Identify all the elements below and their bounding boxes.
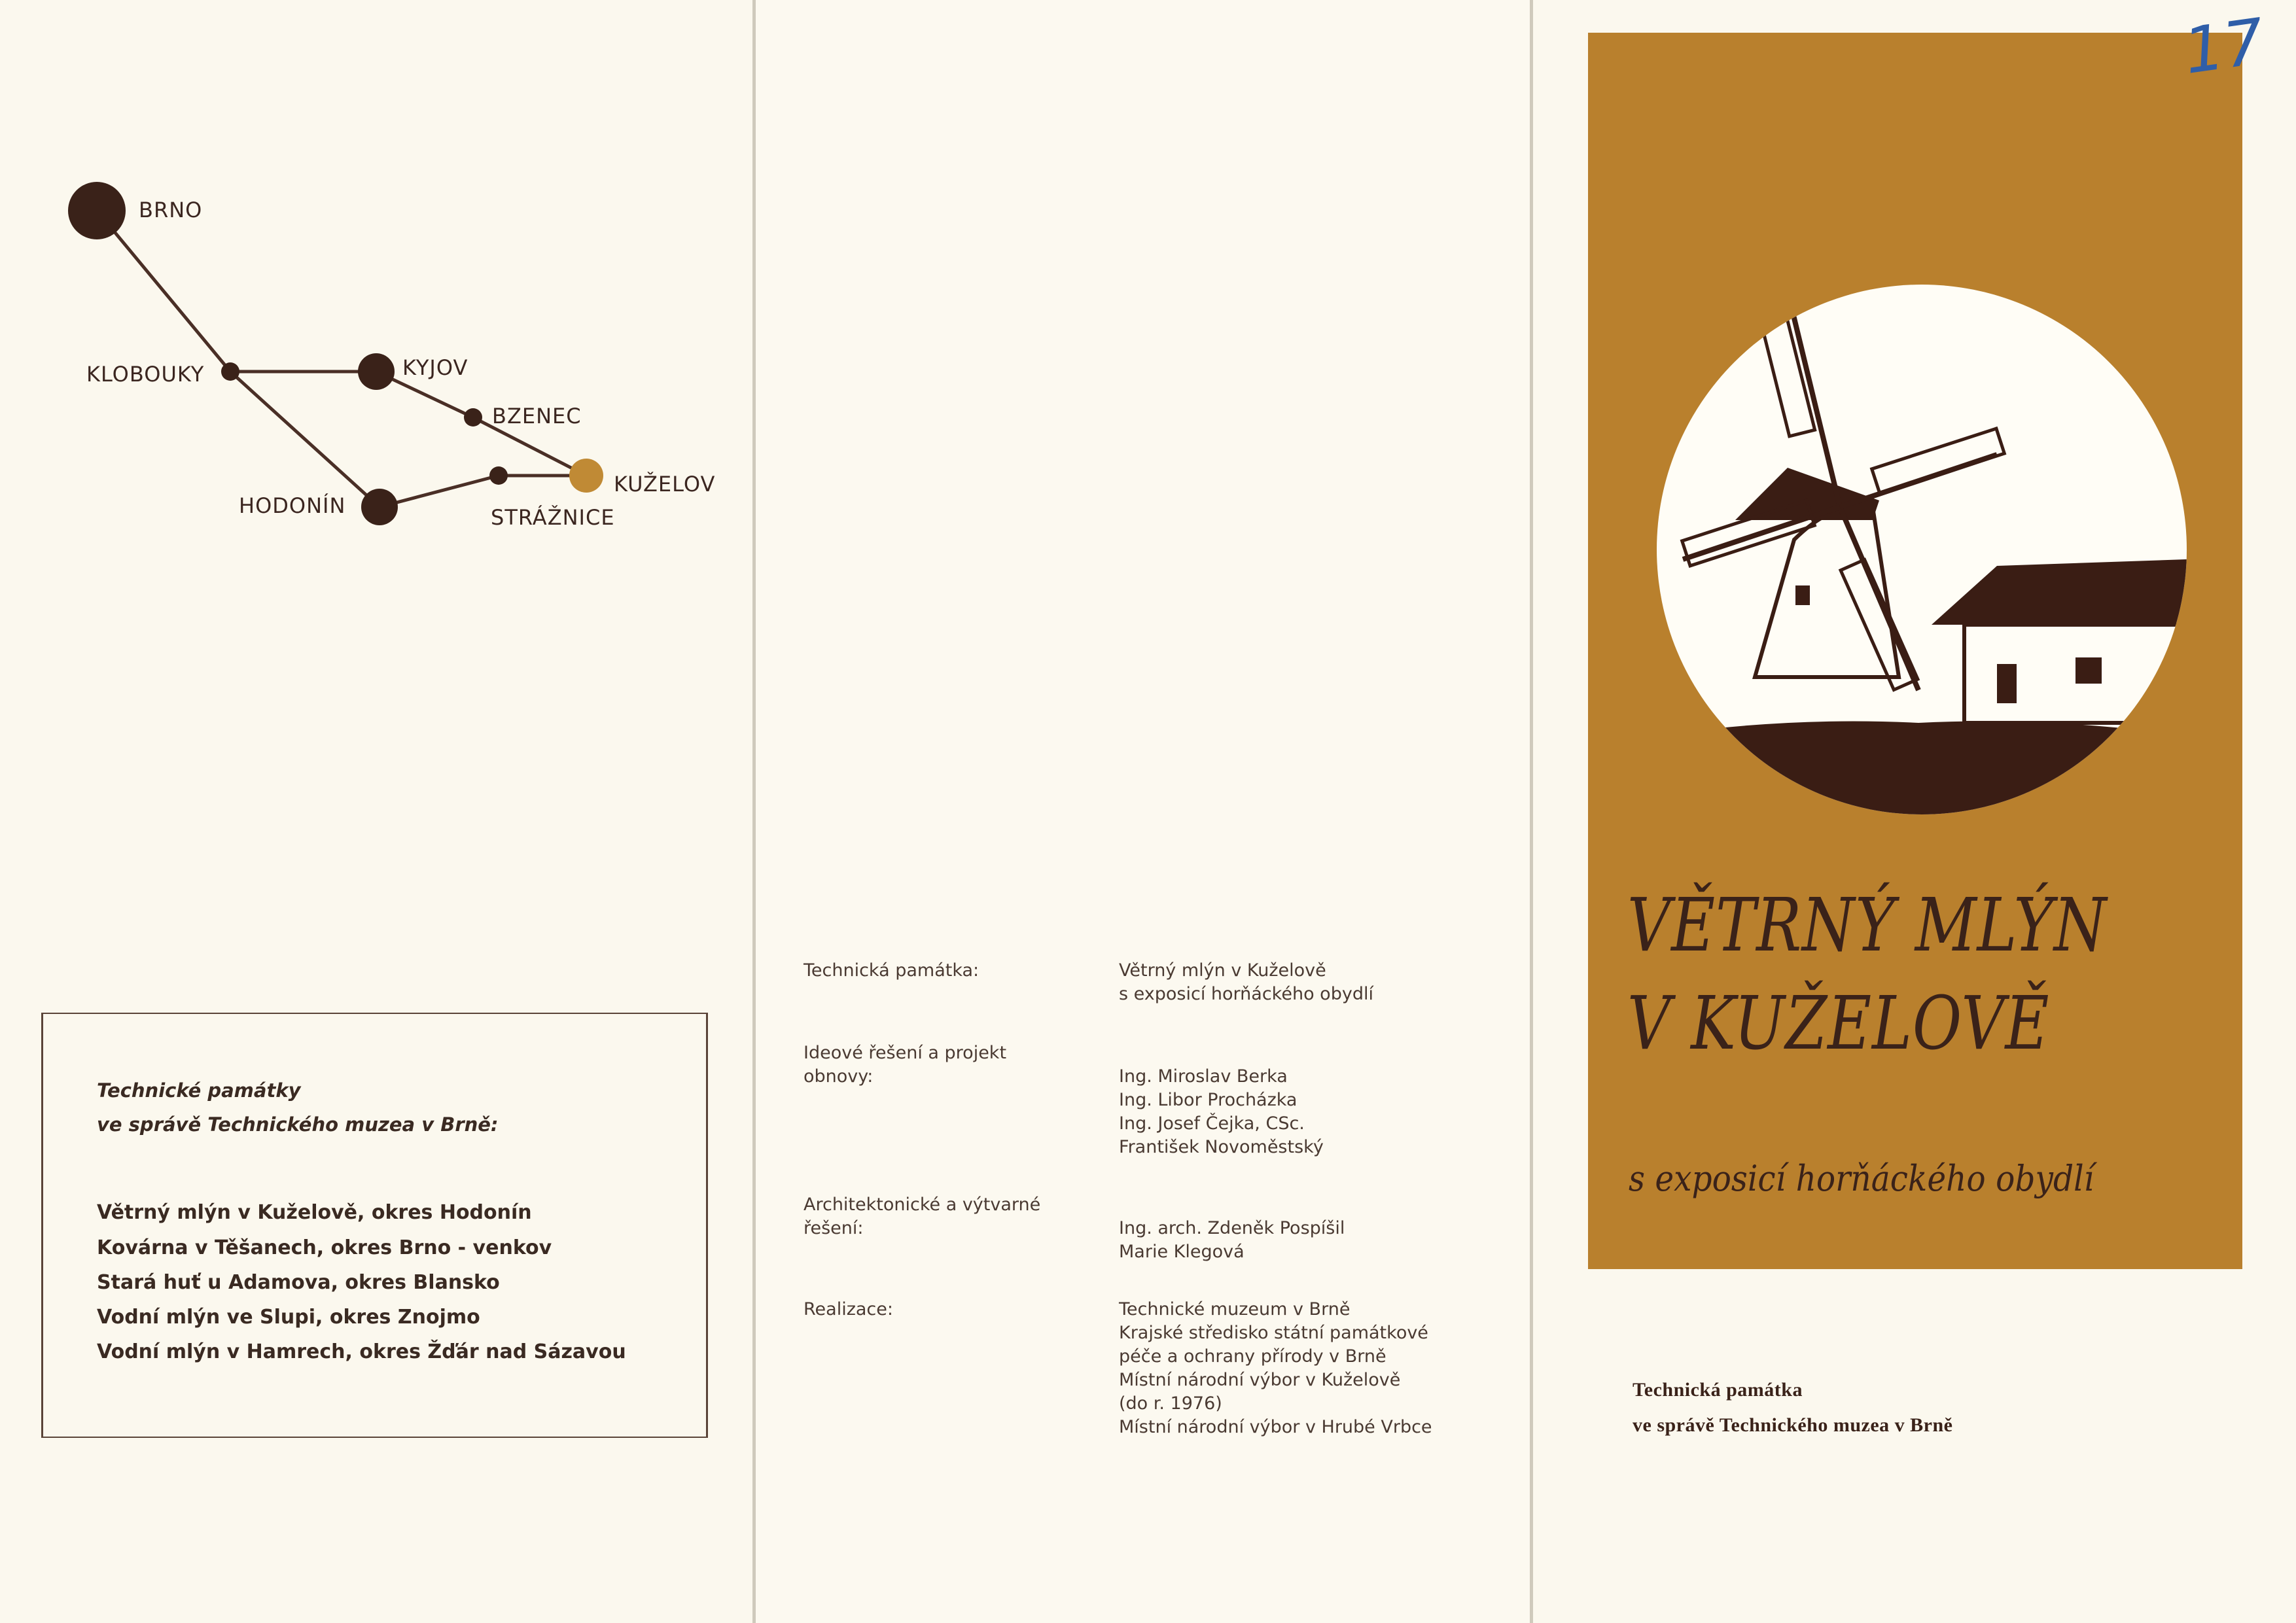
credit-value: Větrný mlýn v Kuželově s exposicí horňáckého obydlí xyxy=(1119,960,1373,1004)
left-panel xyxy=(0,0,752,1623)
route-map xyxy=(0,0,752,589)
station-bzenec-dot xyxy=(464,408,482,427)
cover-footer-line2: ve správě Technického muzea v Brně xyxy=(1633,1414,1953,1436)
cover-subtitle: s exposicí horňáckého obydlí xyxy=(1629,1158,2094,1199)
credits-panel xyxy=(756,0,1530,1623)
station-brno-dot xyxy=(68,182,126,239)
cover-title-line2: V KUŽELOVĚ xyxy=(1627,981,2050,1066)
station-label-hodonin: HODONÍN xyxy=(239,493,346,518)
monument-item: Stará huť u Adamova, okres Blansko xyxy=(97,1271,500,1294)
monument-item: Vodní mlýn v Hamrech, okres Žďár nad Sázavou xyxy=(97,1340,626,1363)
station-kuzelov-dot xyxy=(569,459,603,493)
station-label-brno: BRNO xyxy=(139,198,203,222)
credit-label: Ideové řešení a projekt obnovy: xyxy=(804,1043,1007,1087)
windmill-illustration xyxy=(1657,285,2187,814)
cover-color-block xyxy=(1588,33,2242,1269)
windmill-icon xyxy=(1657,285,2187,814)
credit-value: Ing. Miroslav Berka Ing. Libor Procházka Ing. Josef Čejka, CSc. František Novoměstský xyxy=(1119,1066,1324,1157)
monument-item: Kovárna v Těšanech, okres Brno - venkov xyxy=(97,1236,552,1259)
cover-title-line1: VĚTRNÝ MLÝN xyxy=(1627,883,2108,968)
handwritten-page-number: 17 xyxy=(2179,5,2269,88)
credit-value: Technické muzeum v Brně Krajské středisko státní památkové péče a ochrany přírody v Brně Místní národní výbor v Kuželově (do r. 1976) Místní národní výbor v Hrubé Vrbce xyxy=(1119,1299,1432,1437)
monuments-box xyxy=(41,1013,708,1438)
route-brno-klobouky xyxy=(97,211,230,372)
station-klobouky-dot xyxy=(221,362,239,381)
cover-panel xyxy=(1533,0,2296,1623)
cover-footer-line1: Technická památka xyxy=(1633,1379,1803,1401)
credit-label: Realizace: xyxy=(804,1299,893,1319)
monument-item: Větrný mlýn v Kuželově, okres Hodonín xyxy=(97,1201,532,1224)
credit-label: Architektonické a výtvarné řešení: xyxy=(804,1195,1041,1238)
monuments-heading-line2: ve správě Technického muzea v Brně: xyxy=(97,1113,499,1136)
station-label-kuzelov: KUŽELOV xyxy=(614,472,716,497)
station-label-kyjov: KYJOV xyxy=(402,355,468,380)
station-label-bzenec: BZENEC xyxy=(492,404,582,428)
credit-value: Ing. arch. Zdeněk Pospíšil Marie Klegová xyxy=(1119,1218,1345,1262)
station-label-straznice: STRÁŽNICE xyxy=(491,505,615,530)
station-hodonin-dot xyxy=(361,489,398,525)
route-klobouky-hodonin xyxy=(230,372,380,507)
station-label-klobouky: KLOBOUKY xyxy=(86,362,205,387)
route-hodonin-straznice xyxy=(380,476,499,507)
credit-label: Technická památka: xyxy=(804,960,980,981)
monuments-heading-line1: Technické památky xyxy=(97,1079,301,1102)
station-kyjov-dot xyxy=(358,353,395,390)
station-straznice-dot xyxy=(489,466,508,485)
monument-item: Vodní mlýn ve Slupi, okres Znojmo xyxy=(97,1306,480,1329)
